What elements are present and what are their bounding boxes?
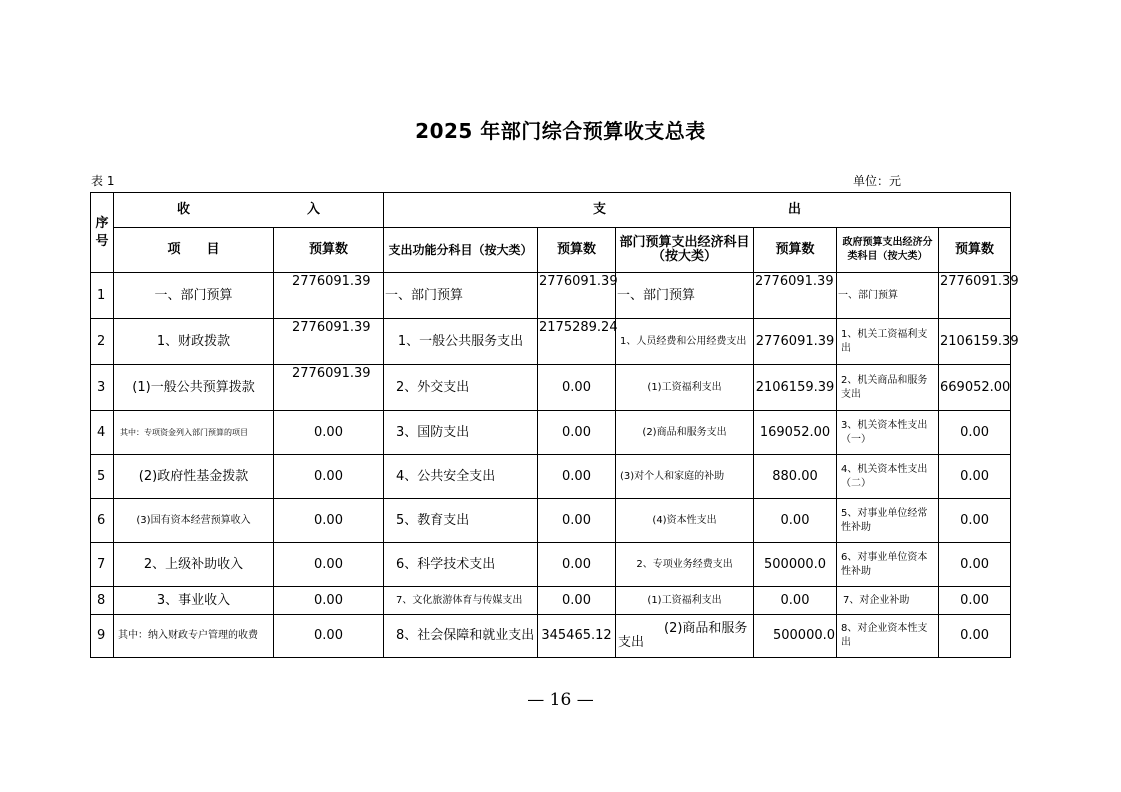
page-number: — 16 — <box>527 690 594 710</box>
table-row: 7 2、上级补助收入 0.00 6、科学技术支出 0.00 2、专项业务经费支出 500000.0 6、对事业单位资本性补助 0.00 <box>91 543 1011 587</box>
gov-budget-header: 预算数 <box>939 228 1011 273</box>
table-row: 5 (2)政府性基金拨款 0.00 4、公共安全支出 0.00 (3)对个人和家庭的补助 880.00 4、机关资本性支出（二） 0.00 <box>91 455 1011 499</box>
budget-table <box>90 192 1019 658</box>
table-number: 表 1 <box>91 174 115 188</box>
seq-header: 序号 <box>91 193 114 273</box>
table-row: 2 1、财政拨款 2776091.39 1、一般公共服务支出 2175289.24 1、人员经费和公用经费支出 2776091.39 1、机关工资福利支出 2106159.39 <box>91 319 1011 365</box>
page-title: 2025 年部门综合预算收支总表 <box>415 119 706 143</box>
func-class-header: 支出功能分科目（按大类） <box>384 228 538 273</box>
func-budget-header: 预算数 <box>538 228 616 273</box>
table-row: 8 3、事业收入 0.00 7、文化旅游体育与传媒支出 0.00 (1)工资福利支出 0.00 7、对企业补助 0.00 <box>91 587 1011 615</box>
table-row: 6 (3)国有资本经营预算收入 0.00 5、教育支出 0.00 (4)资本性支出 0.00 5、对事业单位经常性补助 0.00 <box>91 499 1011 543</box>
table-row: 1 一、部门预算 2776091.39 一、部门预算 2776091.39 一、部门预算 2776091.39 一、部门预算 2776091.39 <box>91 273 1011 319</box>
table-row: 9 其中：纳入财政专户管理的收费 0.00 8、社会保障和就业支出 345465.12 (2)商品和服务支出 500000.0 8、对企业资本性支出 0.00 <box>91 615 1011 658</box>
income-header: 收 入 <box>114 193 384 228</box>
gov-econ-header: 政府预算支出经济分类科目（按大类） <box>837 228 939 273</box>
item-header: 项 目 <box>114 228 274 273</box>
table-row: 4 其中：专项资金列入部门预算的项目 0.00 3、国防支出 0.00 (2)商品和服务支出 169052.00 3、机关资本性支出（一） 0.00 <box>91 411 1011 455</box>
income-budget-header: 预算数 <box>274 228 384 273</box>
dept-budget-header: 预算数 <box>754 228 837 273</box>
dept-econ-header: 部门预算支出经济科目（按大类） <box>616 228 754 273</box>
unit-label: 单位：元 <box>853 174 902 188</box>
table-row: 3 (1)一般公共预算拨款 2776091.39 2、外交支出 0.00 (1)工资福利支出 2106159.39 2、机关商品和服务支出 669052.00 <box>91 365 1011 411</box>
expense-header: 支 出 <box>384 193 1011 228</box>
